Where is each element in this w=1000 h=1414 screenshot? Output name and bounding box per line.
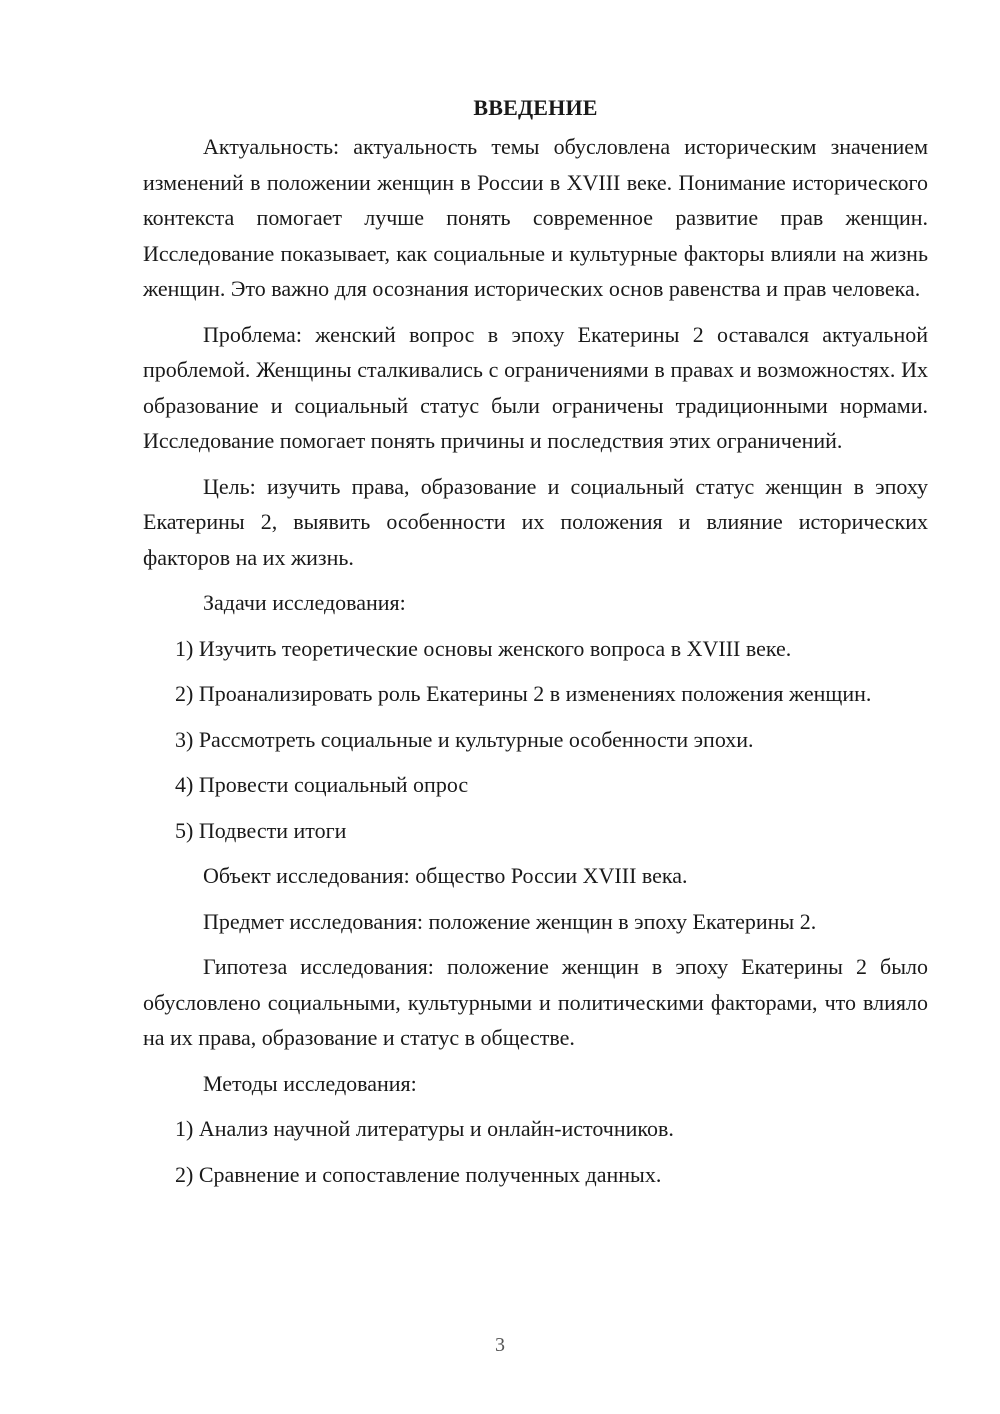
document-page — [143, 90, 928, 1202]
task-item: 1) Изучить теоретические основы женского вопроса в XVIII веке. — [175, 635, 792, 661]
goal-paragraph: Цель: изучить права, образование и социальный статус женщин в эпоху Екатерины 2, выявить особенности их положения и влияние исторических факторов на их жизнь. — [143, 473, 928, 570]
relevance-paragraph: Актуальность: актуальность темы обусловлена историческим значением изменений в положении женщин в России в XVIII веке. Понимание исторического контекста помогает лучше понять современное развитие прав женщин. Исследование показывает, как социальные и культурные факторы влияли на жизнь женщин. Это важно для осознания исторических основ равенства и прав человека. — [143, 134, 928, 301]
subject-paragraph: Предмет исследования: положение женщин в эпоху Екатерины 2. — [203, 908, 817, 934]
hypothesis-paragraph: Гипотеза исследования: положение женщин в эпоху Екатерины 2 было обусловлено социальными, культурными и политическими факторами, что влияло на их права, образование и статус в обществе. — [143, 954, 928, 1050]
methods-heading: Методы исследования: — [203, 1070, 417, 1096]
method-item: 2) Сравнение и сопоставление полученных данных. — [175, 1161, 662, 1187]
task-item: 4) Провести социальный опрос — [175, 772, 469, 797]
page-number: 3 — [495, 1334, 505, 1356]
tasks-heading: Задачи исследования: — [203, 590, 406, 615]
task-item: 5) Подвести итоги — [175, 817, 347, 843]
problem-paragraph: Проблема: женский вопрос в эпоху Екатерины 2 оставался актуальной проблемой. Женщины сталкивались с ограничениями в правах и возможностях. Их образование и социальный статус были ограничены традиционными нормами. Исследование помогает понять причины и последствия этих ограничений. — [143, 321, 928, 453]
object-paragraph: Объект исследования: общество России XVIII века. — [203, 863, 688, 888]
task-item: 2) Проанализировать роль Екатерины 2 в изменениях положения женщин. — [175, 681, 872, 706]
method-item: 1) Анализ научной литературы и онлайн-источников. — [175, 1116, 674, 1141]
task-item: 3) Рассмотреть социальные и культурные особенности эпохи. — [175, 726, 754, 752]
page-title: ВВЕДЕНИЕ — [473, 95, 598, 120]
